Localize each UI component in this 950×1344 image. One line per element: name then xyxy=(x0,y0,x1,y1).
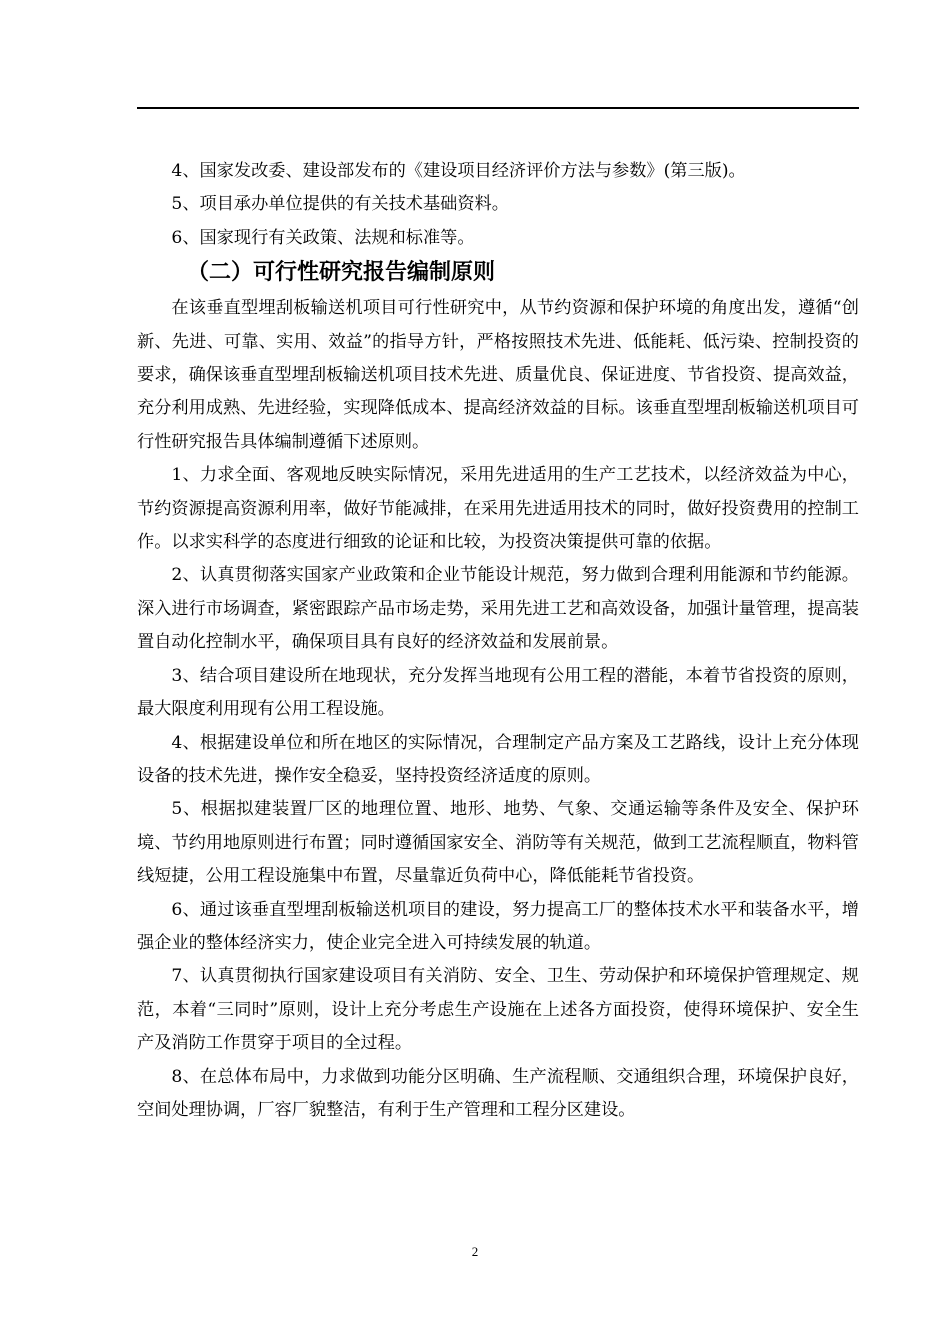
document-body xyxy=(137,155,859,1127)
principle-8: 8、在总体布局中，力求做到功能分区明确、生产流程顺、交通组织合理，环境保护良好，空间处理协调，厂容厂貌整洁，有利于生产管理和工程分区建设。 xyxy=(137,1066,859,1120)
principle-3: 3、结合项目建设所在地现状，充分发挥当地现有公用工程的潜能，本着节省投资的原则，最大限度利用现有公用工程设施。 xyxy=(137,665,859,720)
principle-6: 6、通过该垂直型埋刮板输送机项目的建设，努力提高工厂的整体技术水平和装备水平，增强企业的整体经济实力，使企业完全进入可持续发展的轨道。 xyxy=(137,899,859,953)
list-item-4: 4、国家发改委、建设部发布的《建设项目经济评价方法与参数》(第三版)。 xyxy=(171,161,746,181)
header-rule xyxy=(137,107,859,109)
principle-5: 5、根据拟建装置厂区的地理位置、地形、地势、气象、交通运输等条件及安全、保护环境、节约用地原则进行布置；同时遵循国家安全、消防等有关规范，做到工艺流程顺直，物料管线短捷，公用工程设施集中布置，尽量靠近负荷中心，降低能耗节省投资。 xyxy=(137,799,859,887)
list-item-6: 6、国家现行有关政策、法规和标准等。 xyxy=(171,227,475,248)
principle-4: 4、根据建设单位和所在地区的实际情况，合理制定产品方案及工艺路线，设计上充分体现设备的技术先进，操作安全稳妥，坚持投资经济适度的原则。 xyxy=(137,732,859,786)
list-item-5: 5、项目承办单位提供的有关技术基础资料。 xyxy=(171,194,509,215)
principle-1: 1、力求全面、客观地反映实际情况，采用先进适用的生产工艺技术，以经济效益为中心，节约资源提高资源利用率，做好节能减排，在采用先进适用技术的同时，做好投资费用的控制工作。以求实科学的态度进行细致的论证和比较，为投资决策提供可靠的依据。 xyxy=(137,465,859,553)
section-heading: （二）可行性研究报告编制原则 xyxy=(187,260,496,286)
principle-2: 2、认真贯彻落实国家产业政策和企业节能设计规范，努力做到合理利用能源和节约能源。深入进行市场调查，紧密跟踪产品市场走势，采用先进工艺和高效设备，加强计量管理，提高装置自动化控制水平，确保项目具有良好的经济效益和发展前景。 xyxy=(137,565,859,653)
intro-paragraph: 在该垂直型埋刮板输送机项目可行性研究中，从节约资源和保护环境的角度出发，遵循“创新、先进、可靠、实用、效益”的指导方针，严格按照技术先进、低能耗、低污染、控制投资的要求，确保该垂直型埋刮板输送机项目技术先进、质量优良、保证进度、节省投资、提高效益，充分利用成熟、先进经验，实现降低成本、提高经济效益的目标。该垂直型埋刮板输送机项目可行性研究报告具体编制遵循下述原则。 xyxy=(137,298,859,452)
page-number: 2 xyxy=(471,1244,479,1259)
principle-7: 7、认真贯彻执行国家建设项目有关消防、安全、卫生、劳动保护和环境保护管理规定、规范，本着“三同时”原则，设计上充分考虑生产设施在上述各方面投资，使得环境保护、安全生产及消防工作贯穿于项目的全过程。 xyxy=(137,966,859,1054)
